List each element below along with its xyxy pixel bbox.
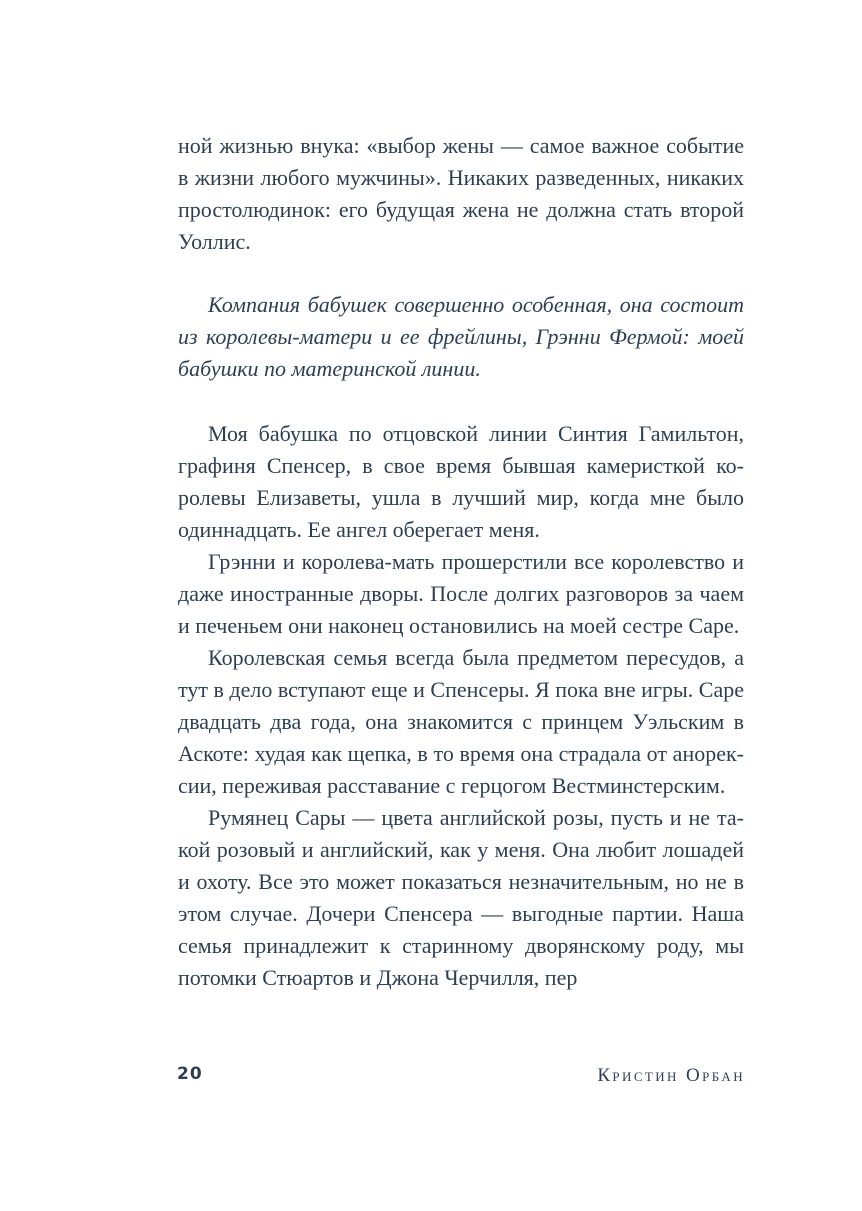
- paragraph: Грэнни и королева-мать прошерстили все королевство и даже иностранные дворы. После долгих разговоров за чаем и печеньем они наконец остановились на моей сестре Саре.: [178, 549, 744, 638]
- paragraph: Королевская семья всегда была предметом пересудов, а тут в дело вступают еще и Спенсеры. Я пока вне игры. Саре двадцать два года, она знакомится с принцем Уэльским в Аскоте: худая как щепка, в то время она страдала от анорексии, переживая расставание с герцогом Вестминстерским.: [178, 645, 744, 798]
- text-block-main: [178, 418, 744, 994]
- paragraph: Моя бабушка по отцовской линии Синтия Гамильтон, графиня Спенсер, в свое время бывшая камеристкой королевы Елизаветы, ушла в лучший мир, когда мне было одиннадцать. Ее ангел оберегает меня.: [178, 421, 744, 542]
- running-footer-author: Кристин Орбан: [597, 1065, 745, 1086]
- italic-paragraph: Компания бабушек совершенно особенная, она состоит из королевы-матери и ее фрейлины, Грэнни Фермой: моей бабушки по материнской линии.: [178, 292, 744, 381]
- paragraph: Румянец Сары — цвета английской розы, пусть и не такой розовый и английский, как у меня. Она любит лошадей и охоту. Все это может показаться незначительным, но не в этом случае. Дочери Спенсера — выгодные партии. Наша семья принадлежит к старинному дворянскому роду, мы потомки Стюартов и Джона Черчилля, пер: [178, 805, 744, 990]
- paragraph: ной жизнью внука: «выбор жены — самое важное событие в жизни любого мужчины». Никаких разведенных, никаких простолюдинок: его будущая жена не должна стать второй Уоллис.: [178, 133, 744, 254]
- italic-quote-block: [178, 289, 744, 385]
- page-number: 20: [177, 1064, 203, 1084]
- text-block-top: [178, 130, 744, 258]
